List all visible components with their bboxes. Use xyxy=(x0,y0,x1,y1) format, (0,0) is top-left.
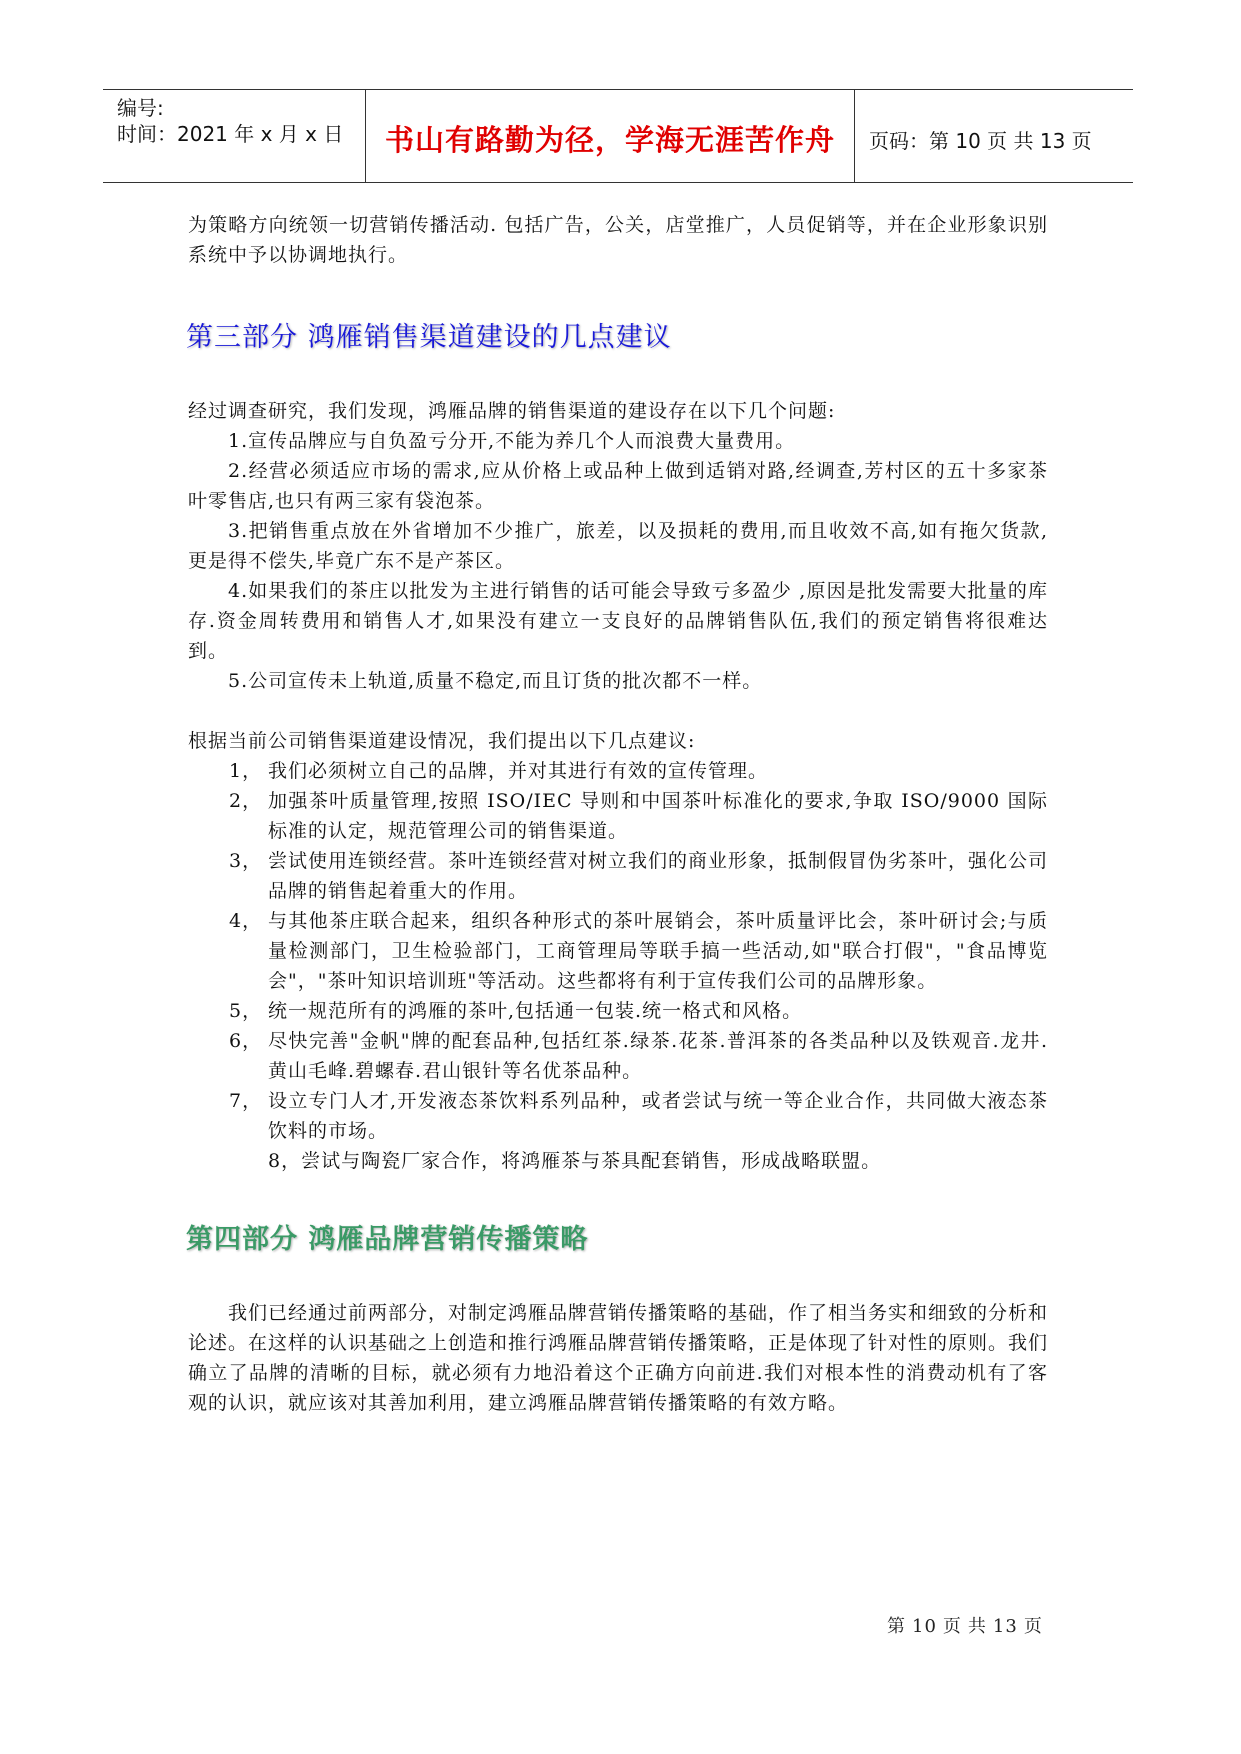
header-page-cell xyxy=(855,90,1133,182)
problem-item: 3.把销售重点放在外省增加不少推广，旅差，以及损耗的费用,而且收效不高,如有拖欠货款,更是得不偿失,毕竟广东不是产茶区。 xyxy=(188,520,1048,572)
list-item xyxy=(188,786,1048,846)
footer-total-word: 共 xyxy=(967,1616,987,1637)
problem-item: 2.经营必须适应市场的需求,应从价格上或品种上做到适销对路,经调查,芳村区的五十多家茶叶零售店,也只有两三家有袋泡茶。 xyxy=(188,460,1048,512)
problem-item: 1.宣传品牌应与自负盈亏分开,不能为养几个人而浪费大量费用。 xyxy=(228,430,796,452)
list-item xyxy=(188,846,1048,906)
list-item-number: 2， xyxy=(229,790,263,812)
page-header xyxy=(103,89,1133,183)
list-item-text: 与其他茶庄联合起来，组织各种形式的茶叶展销会，茶叶质量评比会，茶叶研讨会;与质量检测部门，卫生检验部门，工商管理局等联手搞一些活动,如"联合打假"，"食品博览会"，"茶叶知识培训班"等活动。这些都将有利于宣传我们公司的品牌形象。 xyxy=(268,910,1048,992)
section4-heading: 第四部分 鸿雁品牌营销传播策略 xyxy=(186,1224,589,1255)
list-item xyxy=(188,906,1048,996)
document-time-label: 时间：2021 年 x 月 x 日 xyxy=(117,122,344,146)
list-item-number: 7， xyxy=(229,1090,263,1112)
problem-item: 4.如果我们的茶庄以批发为主进行销售的话可能会导致亏多盈少 ,原因是批发需要大批量的库存.资金周转费用和销售人才,如果没有建立一支良好的品牌销售队伍,我们的预定销售将很难达到。 xyxy=(188,580,1048,662)
list-item-text: 我们必须树立自己的品牌，并对其进行有效的宣传管理。 xyxy=(268,760,769,782)
page-footer xyxy=(887,1612,1049,1638)
list-item-text: 设立专门人才,开发液态茶饮料系列品种，或者尝试与统一等企业合作，共同做大液态茶饮料的市场。 xyxy=(268,1090,1048,1142)
header-motto-cell xyxy=(365,90,855,182)
list-item-text: 加强茶叶质量管理,按照 ISO/IEC 导则和中国茶叶标准化的要求,争取 ISO/9000 国际标准的认定，规范管理公司的销售渠道。 xyxy=(268,790,1048,842)
intro-paragraph: 为策略方向统领一切营销传播活动. 包括广告，公关，店堂推广，人员促销等，并在企业形象识别系统中予以协调地执行。 xyxy=(188,214,1048,266)
list-item-text: 统一规范所有的鸿雁的茶叶,包括通一包装.统一格式和风格。 xyxy=(268,1000,803,1022)
section3-heading: 第三部分 鸿雁销售渠道建设的几点建议 xyxy=(186,322,672,353)
document-number-label: 编号: xyxy=(117,96,164,120)
header-motto: 书山有路勤为径，学海无涯苦作舟 xyxy=(384,123,835,157)
header-page-info: 页码：第 10 页 共 13 页 xyxy=(869,129,1092,153)
list-item-text: 尽快完善"金帆"牌的配套品种,包括红茶.绿茶.花茶.普洱茶的各类品种以及铁观音.龙井.黄山毛峰.碧螺春.君山银针等名优茶品种。 xyxy=(268,1030,1048,1082)
header-meta-cell xyxy=(103,90,365,182)
suggestions-intro: 根据当前公司销售渠道建设情况，我们提出以下几点建议: xyxy=(188,730,696,752)
list-item xyxy=(188,996,1048,1026)
section4-paragraph: 我们已经通过前两部分，对制定鸿雁品牌营销传播策略的基础，作了相当务实和细致的分析和论述。在这样的认识基础之上创造和推行鸿雁品牌营销传播策略，正是体现了针对性的原则。我们确立了品牌的清晰的目标，就必须有力地沿着这个正确方向前进.我们对根本性的消费动机有了客观的认识，就应该对其善加利用，建立鸿雁品牌营销传播策略的有效方略。 xyxy=(188,1302,1049,1414)
problem-item: 5.公司宣传未上轨道,质量不稳定,而且订货的批次都不一样。 xyxy=(228,670,763,692)
footer-page-number: 10 xyxy=(912,1616,937,1637)
list-item xyxy=(188,1086,1048,1146)
problems-intro: 经过调查研究，我们发现，鸿雁品牌的销售渠道的建设存在以下几个问题: xyxy=(188,400,836,422)
footer-total-number: 13 xyxy=(992,1616,1018,1637)
suggestions-list xyxy=(188,756,1048,1176)
list-item-text: 尝试使用连锁经营。茶叶连锁经营对树立我们的商业形象，抵制假冒伪劣茶叶，强化公司品牌的销售起着重大的作用。 xyxy=(268,850,1049,902)
footer-total-unit: 页 xyxy=(1023,1616,1043,1637)
footer-page-unit: 页 xyxy=(942,1616,962,1637)
list-item xyxy=(188,1026,1048,1086)
list-item-number: 6， xyxy=(229,1030,263,1052)
footer-page-word: 第 xyxy=(887,1616,906,1637)
list-item-number: 3， xyxy=(229,850,263,872)
list-item xyxy=(188,756,1048,786)
page-content xyxy=(188,200,1048,1418)
list-item-number: 4， xyxy=(229,910,263,932)
list-item-number: 1， xyxy=(229,760,263,782)
list-item-number: 5， xyxy=(229,1000,263,1022)
list-item: 8，尝试与陶瓷厂家合作，将鸿雁茶与茶具配套销售，形成战略联盟。 xyxy=(268,1150,882,1172)
